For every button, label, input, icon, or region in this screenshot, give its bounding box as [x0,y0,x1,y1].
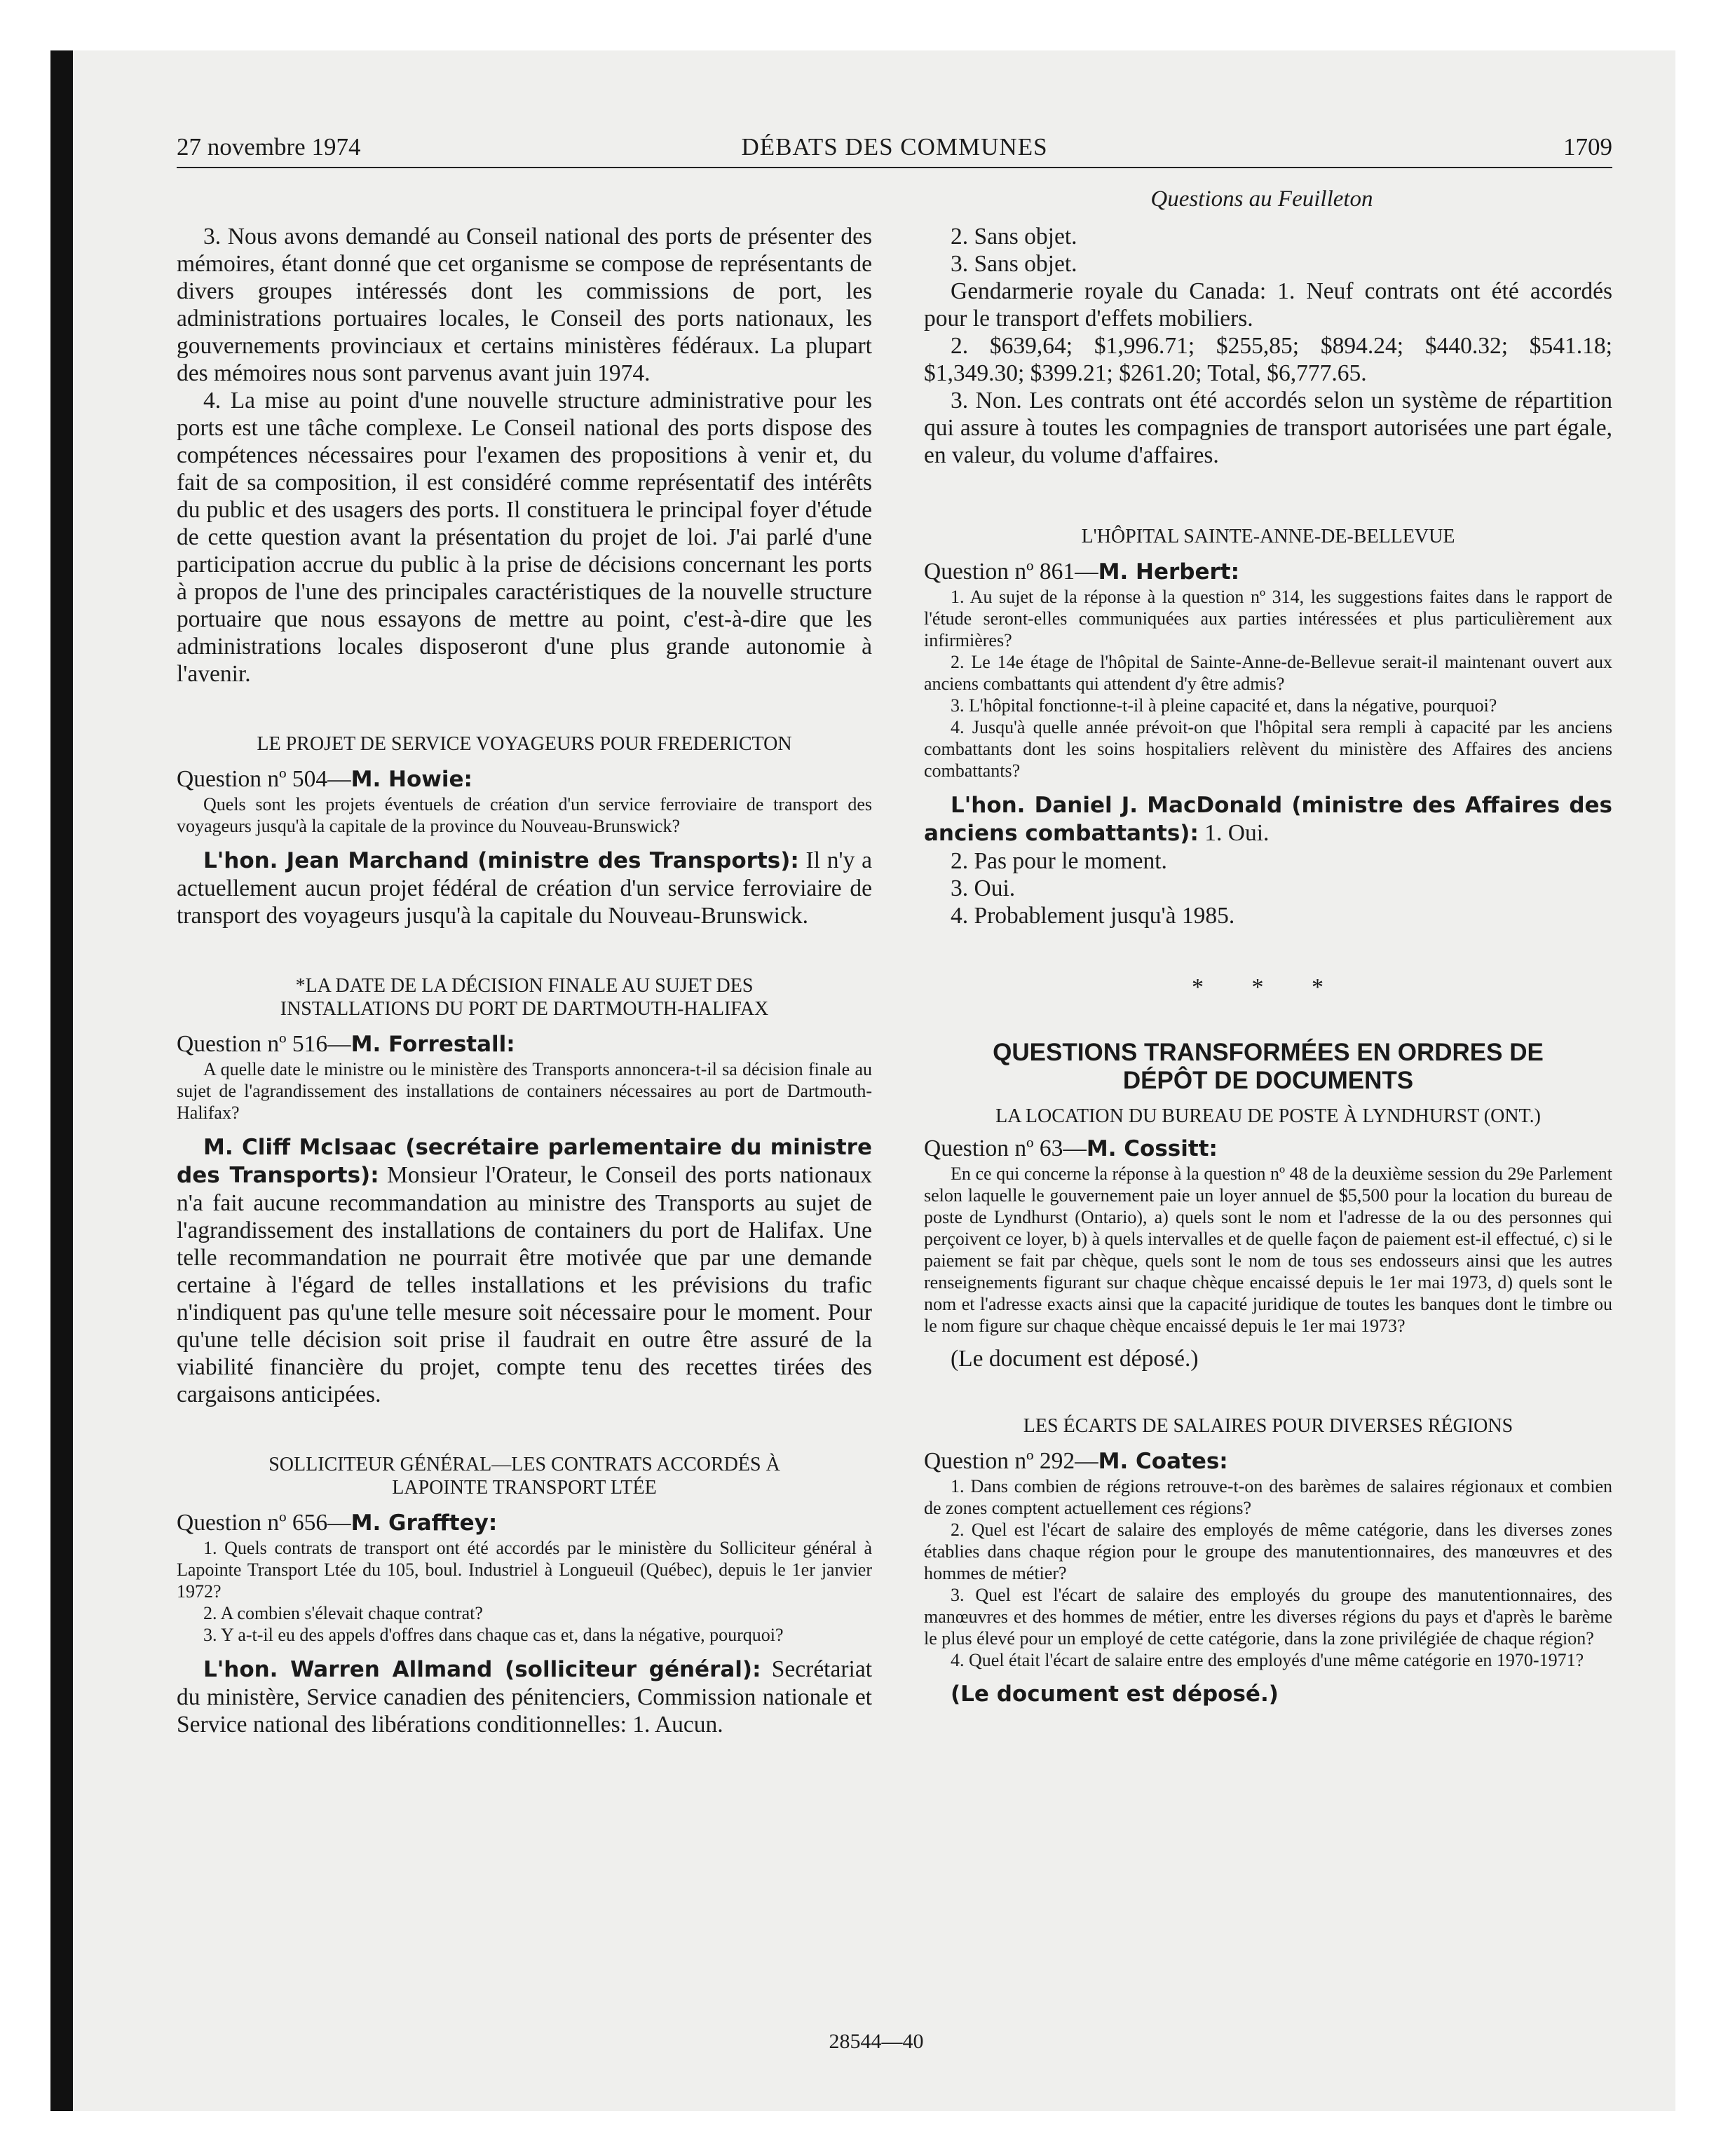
section-heading-line: INSTALLATIONS DU PORT DE DARTMOUTH-HALIFAX [280,998,769,1020]
question-line [177,1509,872,1537]
section-heading: L'HÔPITAL SAINTE-ANNE-DE-BELLEVUE [1081,526,1455,547]
question-line [177,1030,872,1058]
answer-speaker: M. Cliff McIsaac (secrétaire parlementaire du ministre des Transports): [177,1135,872,1188]
question-author: M. Howie: [351,767,472,792]
answer-item: 2. Pas pour le moment. [951,848,1167,874]
paragraph: 2. $639,64; $1,996.71; $255,85; $894.24; $440.32; $541.18; $1,349.30; $399.21; $261.20; Total, $6,777.65. [924,333,1612,386]
header-rule [177,167,1612,168]
question-line [177,765,872,793]
question-author: M. Herbert: [1098,559,1240,585]
question-item: 2. A combien s'élevait chaque contrat? [203,1603,483,1623]
question-item: 4. Quel était l'écart de salaire entre des employés d'une même catégorie en 1970-1971? [951,1650,1584,1670]
question-number: Question nº 516— [177,1031,351,1057]
question-number: Question nº 656— [177,1510,351,1536]
page-header [177,133,1612,161]
header-date: 27 novembre 1974 [177,133,361,161]
scan-edge-bar [50,50,73,2111]
section-heading-line: SOLLICITEUR GÉNÉRAL—LES CONTRATS ACCORDÉS À [268,1454,780,1475]
answer-text: Monsieur l'Orateur, le Conseil des ports nationaux n'a fait aucune recommandation au ministre des Transports au sujet de l'agrandissement des installations de containers du port de Halifax. Une telle recommandation ne pourrait être motivée que par une demande certaine à l'égard de telles installations et les prévisions du trafic n'indiquent pas qu'une telle mesure soit nécessaire pour le moment. Pour qu'une telle décision soit prise il faudrait en outre être assuré de la viabilité financière du projet, compte tenu des recettes tirées des cargaisons anticipées. [177,1162,872,1407]
question-text: En ce qui concerne la réponse à la question nº 48 de la deuxième session du 29e Parlement selon laquelle le gouvernement paie un loyer annuel de $5,500 pour la location du bureau de poste de Lyndhurst (Ontario), a) quels sont le nom et l'adresse de la ou des personnes qui perçoivent ce loyer, b) à quels intervalles et de quelle façon de paiement est-il effectué, c) si le paiement se fait par chèque, quels sont le nom de tous ses endosseurs ainsi que les autres renseignements figurant sur chaque chèque encaissé depuis le 1er mai 1973, d) quels sont le nom et l'adresse exacts ainsi que la capacité juridique de toutes les banques dont le timbre ou le nom figure sur chaque chèque encaissé depuis le 1er mai 1973? [924,1164,1612,1336]
question-item: 2. Le 14e étage de l'hôpital de Sainte-Anne-de-Bellevue serait-il maintenant ouvert aux anciens combattants qui attendent d'y être admis? [924,652,1612,694]
section-heading [177,1453,872,1499]
question-text: A quelle date le ministre ou le ministère des Transports annoncera-t-il sa décision finale au sujet de l'agrandissement des installations de containers nécessaires au port de Dartmouth-Halifax? [177,1059,872,1123]
question-item: 1. Quels contrats de transport ont été accordés par le ministère du Solliciteur général à Lapointe Transport Ltée du 105, boul. Industriel à Longueuil (Québec), depuis le 1er janvier 1972? [177,1538,872,1602]
section-separator: * * * [1192,974,1345,1000]
answer-text: 1. Oui. [1198,820,1270,846]
question-number: Question nº 861— [924,559,1098,585]
major-heading [924,1039,1612,1095]
answer [177,1133,872,1408]
question-author: M. Forrestall: [351,1032,515,1057]
major-heading-line: QUESTIONS TRANSFORMÉES EN ORDRES DE [993,1039,1544,1066]
left-column [177,223,872,1738]
section-heading: LES ÉCARTS DE SALAIRES POUR DIVERSES RÉGIONS [1023,1415,1513,1437]
answer-speaker: L'hon. Warren Allmand (solliciteur général): [203,1657,761,1682]
question-line [924,1135,1612,1163]
answer [924,791,1612,847]
question-number: Question nº 63— [924,1135,1087,1161]
question-line [924,558,1612,586]
answer-speaker: L'hon. Daniel J. MacDonald (ministre des Affaires des anciens combattants): [924,793,1612,846]
question-item: 2. Quel est l'écart de salaire des employés de même catégorie, dans les diverses zones établies dans chaque région pour le groupe des manutentionnaires, des manœuvres et des hommes de métier? [924,1520,1612,1583]
page-number: 1709 [1563,133,1612,161]
paragraph: 3. Non. Les contrats ont été accordés selon un système de répartition qui assure à toutes les compagnies de transport autorisées une part égale, en valeur, du volume d'affaires. [924,388,1612,468]
paragraph: 2. Sans objet. [951,224,1077,250]
paragraph: 3. Nous avons demandé au Conseil national des ports de présenter des mémoires, étant donné que cet organisme se compose de représentants de divers groupes intéressés dont les commissions de port, les administrations portuaires locales, le Conseil des ports nationaux, les gouvernements provinciaux et certains ministères fédéraux. La plupart des mémoires nous sont parvenus avant juin 1974. [177,224,872,386]
document-deposited: (Le document est déposé.) [951,1346,1199,1372]
major-heading-line: DÉPÔT DE DOCUMENTS [1122,1067,1414,1094]
question-item: 1. Dans combien de régions retrouve-t-on des barèmes de salaires régionaux et combien de zones comptent actuellement ces régions? [924,1476,1612,1518]
question-author: M. Coates: [1098,1449,1228,1474]
section-heading-line: *LA DATE DE LA DÉCISION FINALE AU SUJET DES [295,975,754,997]
question-author: M. Grafftey: [351,1510,498,1536]
section-heading: LA LOCATION DU BUREAU DE POSTE À LYNDHURST (ONT.) [995,1105,1541,1127]
header-title: DÉBATS DES COMMUNES [741,133,1048,161]
paragraph: 4. La mise au point d'une nouvelle structure administrative pour les ports est une tâche complexe. Le Conseil national des ports dispose des compétences nécessaires pour l'examen des propositions à venir et, du fait de sa composition, il est considéré comme représentatif des intérêts du public et des usagers des ports. Il constituera le principal foyer d'étude de cette question avant la présentation du projet de loi. J'ai parlé d'une participation accrue du public à la prise de décisions concernant les ports à propos de l'une des principales caractéristiques de la nouvelle structure portuaire que nous essayons de mettre au point, c'est-à-dire que les administrations locales disposeront d'une plus grande autonomie à l'avenir. [177,388,872,687]
paragraph: 3. Sans objet. [951,251,1077,277]
question-item: 3. Quel est l'écart de salaire des employés du groupe des manutentionnaires, des manœuvres et des hommes de métier, entre les diverses régions du pays et d'après le barème le plus élevé pour un employé de cette catégorie, dans la zone privilégiée de chaque région? [924,1585,1612,1649]
question-item: 3. L'hôpital fonctionne-t-il à pleine capacité et, dans la négative, pourquoi? [951,695,1497,716]
answer-text: Secrétariat du ministère, Service canadien des pénitenciers, Commission nationale et Service national des libérations conditionnelles: 1. Aucun. [177,1656,873,1738]
question-line [924,1447,1612,1475]
answer [177,847,872,929]
answer [177,1656,872,1738]
answer-item: 4. Probablement jusqu'à 1985. [951,903,1235,929]
question-text: Quels sont les projets éventuels de création d'un service ferroviaire de transport des voyageurs jusqu'à la capitale de la province du Nouveau-Brunswick? [177,794,872,836]
question-item: 1. Au sujet de la réponse à la question nº 314, les suggestions faites dans le rapport de l'étude seront-elles communiquées aux parties intéressées et plus particulièrement aux infirmières? [924,587,1612,650]
section-heading: LE PROJET DE SERVICE VOYAGEURS POUR FREDERICTON [257,733,792,755]
section-heading-line: LAPOINTE TRANSPORT LTÉE [392,1477,657,1499]
question-number: Question nº 292— [924,1448,1098,1474]
answer-speaker: L'hon. Jean Marchand (ministre des Transports): [203,848,799,873]
right-column [924,223,1612,1708]
answer-item: 3. Oui. [951,875,1016,901]
paragraph: Gendarmerie royale du Canada: 1. Neuf contrats ont été accordés pour le transport d'effets mobiliers. [924,278,1612,332]
question-number: Question nº 504— [177,766,351,792]
document-deposited: (Le document est déposé.) [951,1681,1279,1707]
section-heading [177,974,872,1021]
question-item: 4. Jusqu'à quelle année prévoit-on que l'hôpital sera rempli à capacité par les anciens combattants dont les soins hospitaliers relèvent du ministère des Affaires des anciens combattants? [924,717,1612,781]
answer-text: Il n'y a actuellement aucun projet fédéral de création d'un service ferroviaire de transport des voyageurs jusqu'à la capitale du Nouveau-Brunswick. [177,847,872,929]
question-item: 3. Y a-t-il eu des appels d'offres dans chaque cas et, dans la négative, pourquoi? [203,1625,784,1645]
running-head: Questions au Feuilleton [1150,186,1373,212]
footer-code: 28544—40 [829,2030,924,2053]
question-author: M. Cossitt: [1086,1136,1218,1161]
